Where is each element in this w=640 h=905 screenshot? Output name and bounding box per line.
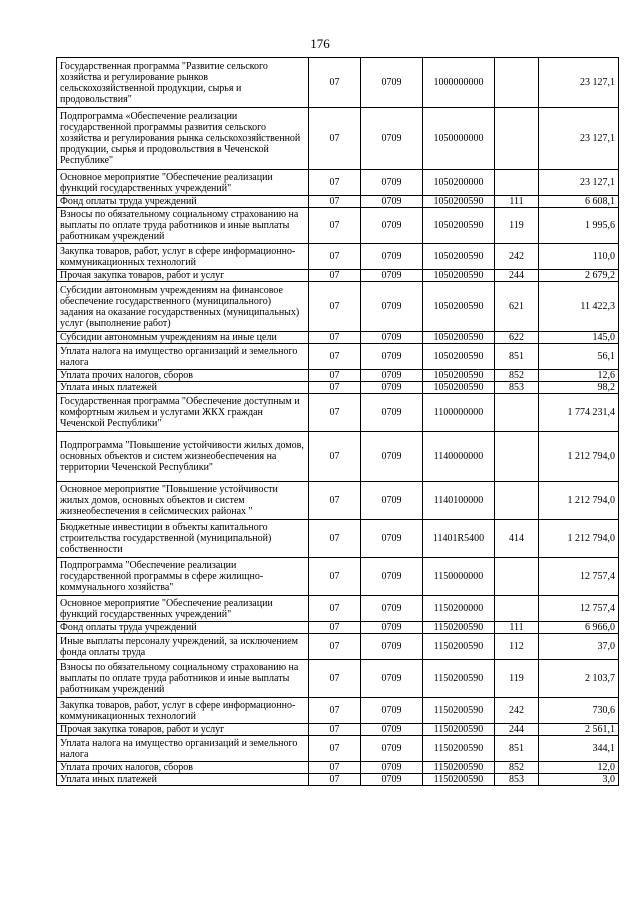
row-subsection: 0709 [361, 596, 423, 622]
row-amount: 1 774 231,4 [539, 394, 619, 432]
row-expense-type: 622 [495, 332, 539, 344]
row-target-code: 1050200590 [423, 344, 495, 370]
row-name: Прочая закупка товаров, работ и услуг [57, 724, 309, 736]
row-subsection: 0709 [361, 370, 423, 382]
table-row [57, 762, 619, 774]
row-section: 07 [309, 344, 361, 370]
row-amount: 1 212 794,0 [539, 520, 619, 558]
row-subsection: 0709 [361, 208, 423, 244]
row-subsection: 0709 [361, 634, 423, 660]
row-subsection: 0709 [361, 332, 423, 344]
row-amount: 37,0 [539, 634, 619, 660]
row-subsection: 0709 [361, 736, 423, 762]
row-expense-type [495, 170, 539, 196]
row-expense-type: 414 [495, 520, 539, 558]
table-row [57, 196, 619, 208]
row-amount: 6 966,0 [539, 622, 619, 634]
row-section: 07 [309, 482, 361, 520]
row-subsection: 0709 [361, 170, 423, 196]
table-row [57, 394, 619, 432]
row-name: Фонд оплаты труда учреждений [57, 622, 309, 634]
row-section: 07 [309, 622, 361, 634]
table-row [57, 432, 619, 482]
row-name: Фонд оплаты труда учреждений [57, 196, 309, 208]
row-subsection: 0709 [361, 762, 423, 774]
row-amount: 12,0 [539, 762, 619, 774]
row-expense-type: 111 [495, 622, 539, 634]
row-section: 07 [309, 332, 361, 344]
row-expense-type [495, 58, 539, 108]
row-name: Уплата налога на имущество организаций и земельного налога [57, 344, 309, 370]
row-amount: 344,1 [539, 736, 619, 762]
table-row [57, 698, 619, 724]
row-expense-type [495, 558, 539, 596]
row-amount: 730,6 [539, 698, 619, 724]
row-amount: 12 757,4 [539, 558, 619, 596]
row-expense-type [495, 432, 539, 482]
row-expense-type: 851 [495, 736, 539, 762]
row-name: Закупка товаров, работ, услуг в сфере информационно-коммуникационных технологий [57, 244, 309, 270]
row-expense-type: 621 [495, 282, 539, 332]
row-target-code: 1050200590 [423, 370, 495, 382]
row-section: 07 [309, 634, 361, 660]
row-target-code: 1150200590 [423, 736, 495, 762]
row-amount: 23 127,1 [539, 170, 619, 196]
row-target-code: 11401R5400 [423, 520, 495, 558]
budget-table-body [57, 58, 619, 786]
row-expense-type: 112 [495, 634, 539, 660]
row-amount: 3,0 [539, 774, 619, 786]
row-target-code: 1050000000 [423, 108, 495, 170]
row-subsection: 0709 [361, 698, 423, 724]
row-section: 07 [309, 382, 361, 394]
table-row [57, 482, 619, 520]
row-target-code: 1150200590 [423, 634, 495, 660]
row-subsection: 0709 [361, 482, 423, 520]
row-amount: 56,1 [539, 344, 619, 370]
row-target-code: 1100000000 [423, 394, 495, 432]
row-subsection: 0709 [361, 244, 423, 270]
row-name: Основное мероприятие "Обеспечение реализации функций государственных учреждений" [57, 170, 309, 196]
row-expense-type [495, 596, 539, 622]
row-expense-type: 852 [495, 762, 539, 774]
row-name: Закупка товаров, работ, услуг в сфере информационно-коммуникационных технологий [57, 698, 309, 724]
row-target-code: 1150000000 [423, 558, 495, 596]
row-target-code: 1150200590 [423, 660, 495, 698]
row-section: 07 [309, 196, 361, 208]
row-name: Уплата прочих налогов, сборов [57, 370, 309, 382]
row-amount: 1 212 794,0 [539, 482, 619, 520]
row-subsection: 0709 [361, 622, 423, 634]
table-row [57, 774, 619, 786]
row-target-code: 1050200590 [423, 282, 495, 332]
row-subsection: 0709 [361, 58, 423, 108]
row-expense-type [495, 482, 539, 520]
row-expense-type: 119 [495, 660, 539, 698]
row-section: 07 [309, 596, 361, 622]
row-name: Бюджетные инвестиции в объекты капитального строительства государственной (муниципальной) собственности [57, 520, 309, 558]
row-subsection: 0709 [361, 724, 423, 736]
row-amount: 23 127,1 [539, 108, 619, 170]
table-row [57, 736, 619, 762]
row-name: Прочая закупка товаров, работ и услуг [57, 270, 309, 282]
table-row [57, 520, 619, 558]
row-target-code: 1050200590 [423, 208, 495, 244]
row-amount: 1 212 794,0 [539, 432, 619, 482]
table-row [57, 208, 619, 244]
row-amount: 6 608,1 [539, 196, 619, 208]
row-section: 07 [309, 520, 361, 558]
row-expense-type [495, 394, 539, 432]
table-row [57, 58, 619, 108]
table-row [57, 108, 619, 170]
row-subsection: 0709 [361, 520, 423, 558]
row-subsection: 0709 [361, 344, 423, 370]
row-expense-type: 242 [495, 698, 539, 724]
table-row [57, 282, 619, 332]
row-name: Субсидии автономным учреждениям на иные цели [57, 332, 309, 344]
row-expense-type: 119 [495, 208, 539, 244]
row-target-code: 1050200590 [423, 196, 495, 208]
row-target-code: 1140000000 [423, 432, 495, 482]
row-section: 07 [309, 660, 361, 698]
row-name: Государственная программа "Развитие сельского хозяйства и регулирование рынков сельскохозяйственной продукции, сырья и продовольствия" [57, 58, 309, 108]
row-expense-type: 852 [495, 370, 539, 382]
row-section: 07 [309, 58, 361, 108]
row-amount: 12 757,4 [539, 596, 619, 622]
row-subsection: 0709 [361, 196, 423, 208]
table-row [57, 332, 619, 344]
table-row [57, 344, 619, 370]
row-amount: 1 995,6 [539, 208, 619, 244]
page-number: 176 [310, 36, 330, 51]
row-section: 07 [309, 108, 361, 170]
row-target-code: 1150200590 [423, 622, 495, 634]
row-subsection: 0709 [361, 108, 423, 170]
row-name: Субсидии автономным учреждениям на финансовое обеспечение государственного (муниципального) задания на оказание государственных (муниципальных) услуг (выполнение работ) [57, 282, 309, 332]
row-subsection: 0709 [361, 394, 423, 432]
row-target-code: 1000000000 [423, 58, 495, 108]
row-name: Государственная программа "Обеспечение доступным и комфортным жильем и услугами ЖКХ граждан Чеченской Республики" [57, 394, 309, 432]
row-amount: 2 561,1 [539, 724, 619, 736]
row-section: 07 [309, 170, 361, 196]
row-target-code: 1050200590 [423, 270, 495, 282]
row-expense-type: 111 [495, 196, 539, 208]
row-target-code: 1140100000 [423, 482, 495, 520]
row-amount: 110,0 [539, 244, 619, 270]
budget-table [56, 57, 619, 786]
table-row [57, 270, 619, 282]
row-subsection: 0709 [361, 558, 423, 596]
row-expense-type: 244 [495, 724, 539, 736]
row-section: 07 [309, 370, 361, 382]
row-section: 07 [309, 432, 361, 482]
row-expense-type [495, 108, 539, 170]
row-name: Основное мероприятие "Обеспечение реализации функций государственных учреждений" [57, 596, 309, 622]
row-name: Уплата прочих налогов, сборов [57, 762, 309, 774]
row-target-code: 1050200590 [423, 244, 495, 270]
row-section: 07 [309, 774, 361, 786]
row-amount: 98,2 [539, 382, 619, 394]
row-amount: 23 127,1 [539, 58, 619, 108]
row-subsection: 0709 [361, 660, 423, 698]
row-subsection: 0709 [361, 774, 423, 786]
row-name: Подпрограмма "Повышение устойчивости жилых домов, основных объектов и систем жизнеобеспечения на территории Чеченской Республики" [57, 432, 309, 482]
row-section: 07 [309, 558, 361, 596]
row-subsection: 0709 [361, 432, 423, 482]
row-section: 07 [309, 270, 361, 282]
table-row [57, 622, 619, 634]
row-name: Взносы по обязательному социальному страхованию на выплаты по оплате труда работников и иные выплаты работникам учреждений [57, 660, 309, 698]
table-row [57, 244, 619, 270]
row-name: Подпрограмма "Обеспечение реализации государственной программы в сфере жилищно-коммунального хозяйства" [57, 558, 309, 596]
row-expense-type: 244 [495, 270, 539, 282]
row-name: Уплата налога на имущество организаций и земельного налога [57, 736, 309, 762]
table-row [57, 370, 619, 382]
table-row [57, 558, 619, 596]
row-target-code: 1150200590 [423, 698, 495, 724]
row-expense-type: 853 [495, 774, 539, 786]
row-expense-type: 853 [495, 382, 539, 394]
table-row [57, 660, 619, 698]
row-target-code: 1050200000 [423, 170, 495, 196]
row-section: 07 [309, 208, 361, 244]
row-name: Уплата иных платежей [57, 382, 309, 394]
row-subsection: 0709 [361, 382, 423, 394]
row-name: Взносы по обязательному социальному страхованию на выплаты по оплате труда работников и иные выплаты работникам учреждений [57, 208, 309, 244]
row-name: Иные выплаты персоналу учреждений, за исключением фонда оплаты труда [57, 634, 309, 660]
row-section: 07 [309, 282, 361, 332]
row-target-code: 1050200590 [423, 382, 495, 394]
row-amount: 2 679,2 [539, 270, 619, 282]
row-section: 07 [309, 736, 361, 762]
row-expense-type: 242 [495, 244, 539, 270]
row-target-code: 1150200590 [423, 774, 495, 786]
table-row [57, 634, 619, 660]
row-subsection: 0709 [361, 282, 423, 332]
table-row [57, 382, 619, 394]
row-target-code: 1150200590 [423, 724, 495, 736]
row-section: 07 [309, 724, 361, 736]
row-amount: 2 103,7 [539, 660, 619, 698]
row-name: Уплата иных платежей [57, 774, 309, 786]
row-amount: 12,6 [539, 370, 619, 382]
row-name: Основное мероприятие "Повышение устойчивости жилых домов, основных объектов и систем жизнеобеспечения в сейсмических районах " [57, 482, 309, 520]
table-row [57, 170, 619, 196]
row-expense-type: 851 [495, 344, 539, 370]
row-target-code: 1050200590 [423, 332, 495, 344]
table-row [57, 596, 619, 622]
row-section: 07 [309, 762, 361, 774]
row-name: Подпрограмма «Обеспечение реализации государственной программы развития сельского хозяйства и регулирования рынка сельскохозяйственной продукции, сырья и продовольствия в Чеченской Республике" [57, 108, 309, 170]
table-row [57, 724, 619, 736]
row-amount: 145,0 [539, 332, 619, 344]
row-section: 07 [309, 394, 361, 432]
row-target-code: 1150200000 [423, 596, 495, 622]
row-amount: 11 422,3 [539, 282, 619, 332]
row-target-code: 1150200590 [423, 762, 495, 774]
row-section: 07 [309, 698, 361, 724]
row-section: 07 [309, 244, 361, 270]
row-subsection: 0709 [361, 270, 423, 282]
